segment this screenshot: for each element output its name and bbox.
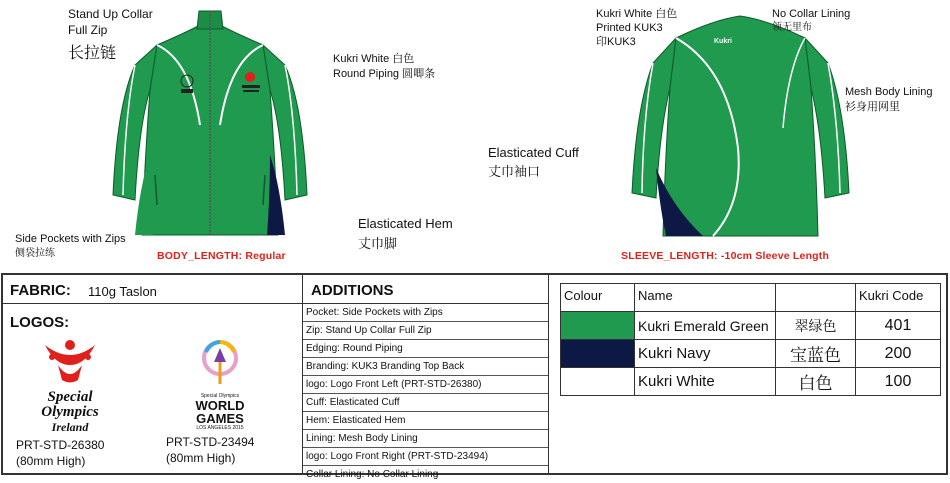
wg-line4: LOS ANGELES 2015 xyxy=(196,425,244,431)
piping-label: Kukri White 白色 xyxy=(333,53,415,65)
jacket-back-illustration xyxy=(618,8,863,240)
wg-line1: Special Olympics xyxy=(200,393,240,399)
colour-code: 100 xyxy=(856,368,941,396)
colour-code: 401 xyxy=(856,312,941,340)
addition-item: Cuff: Elasticated Cuff xyxy=(303,394,548,412)
logos-label: LOGOS: xyxy=(10,314,70,331)
back-brand-mark: Kukri xyxy=(714,38,732,45)
colour-table xyxy=(560,283,941,396)
pockets-label: Side Pockets with Zips xyxy=(15,233,126,245)
colour-row xyxy=(561,340,941,368)
addition-item: Pocket: Side Pockets with Zips xyxy=(303,304,548,322)
addition-item: Lining: Mesh Body Lining xyxy=(303,430,548,448)
jacket-front-illustration xyxy=(95,5,325,240)
so-emblem-icon xyxy=(40,335,100,385)
so-code: PRT-STD-26380 xyxy=(16,438,105,452)
fabric-value: 110g Taslon xyxy=(88,284,157,299)
colour-zh: 翠绿色 xyxy=(776,312,856,340)
pockets-zh-label: 侧袋拉练 xyxy=(15,248,55,259)
wg-line3: GAMES xyxy=(196,411,244,426)
colour-name: Kukri Emerald Green xyxy=(635,312,776,340)
addition-item: Collar Lining: No Collar Lining xyxy=(306,469,439,480)
name-header: Name xyxy=(635,284,776,312)
world-games-logo xyxy=(180,338,260,431)
mesh-label: Mesh Body Lining xyxy=(845,86,933,98)
colour-swatch xyxy=(561,340,635,368)
colour-code: 200 xyxy=(856,340,941,368)
cuff-zh-label: 丈巾袖口 xyxy=(488,164,541,179)
addition-item: Zip: Stand Up Collar Full Zip xyxy=(303,322,548,340)
so-line1: Special xyxy=(47,389,93,405)
printed-label: Printed KUK3 xyxy=(596,22,663,34)
mesh-zh-label: 衫身用网里 xyxy=(845,101,900,113)
fabric-label: FABRIC: xyxy=(10,282,71,299)
colour-zh: 白色 xyxy=(776,368,856,396)
sleeve-length-spec: SLEEVE_LENGTH: -10cm Sleeve Length xyxy=(621,250,830,262)
colour-row xyxy=(561,312,941,340)
world-games-emblem-icon xyxy=(198,338,242,388)
full-zip-label: Full Zip xyxy=(68,23,108,37)
so-size: (80mm High) xyxy=(16,454,86,468)
colour-header: Colour xyxy=(561,284,635,312)
wg-line2: WORLD xyxy=(195,398,245,413)
colour-row xyxy=(561,368,941,396)
addition-item: Branding: KUK3 Branding Top Back xyxy=(303,358,548,376)
hem-label: Elasticated Hem xyxy=(358,216,453,231)
wg-size: (80mm High) xyxy=(166,451,236,465)
code-header: Kukri Code xyxy=(856,284,941,312)
addition-item: Edging: Round Piping xyxy=(303,340,548,358)
no-collar-label: No Collar Lining xyxy=(772,8,851,20)
divider xyxy=(548,273,549,475)
zh-header xyxy=(776,284,856,312)
colour-table-header xyxy=(561,284,941,312)
colour-swatch xyxy=(561,312,635,340)
so-line3: Ireland xyxy=(51,420,89,434)
addition-item: logo: Logo Front Right (PRT-STD-23494) xyxy=(303,448,548,466)
collar-zh-label: 长拉链 xyxy=(68,45,117,62)
colour-name: Kukri Navy xyxy=(635,340,776,368)
addition-item: Hem: Elasticated Hem xyxy=(303,412,548,430)
no-collar-zh-label: 领无里布 xyxy=(772,22,812,33)
colour-swatch xyxy=(561,368,635,396)
wg-code: PRT-STD-23494 xyxy=(166,435,255,449)
colour-zh: 宝蓝色 xyxy=(776,340,856,368)
so-line2: Olympics xyxy=(41,404,99,420)
back-white-label: Kukri White 白色 xyxy=(596,8,678,20)
piping-detail-label: Round Piping 圆唧条 xyxy=(333,68,436,80)
hem-zh-label: 丈巾脚 xyxy=(358,236,398,251)
printed-zh-label: 印KUK3 xyxy=(596,36,636,48)
special-olympics-logo xyxy=(20,335,120,435)
colour-name: Kukri White xyxy=(635,368,776,396)
collar-label: Stand Up Collar xyxy=(68,7,153,21)
additions-list xyxy=(303,304,548,483)
body-length-spec: BODY_LENGTH: Regular xyxy=(157,250,286,262)
additions-label: ADDITIONS xyxy=(311,282,394,299)
cuff-label: Elasticated Cuff xyxy=(488,145,579,160)
addition-item: logo: Logo Front Left (PRT-STD-26380) xyxy=(303,376,548,394)
